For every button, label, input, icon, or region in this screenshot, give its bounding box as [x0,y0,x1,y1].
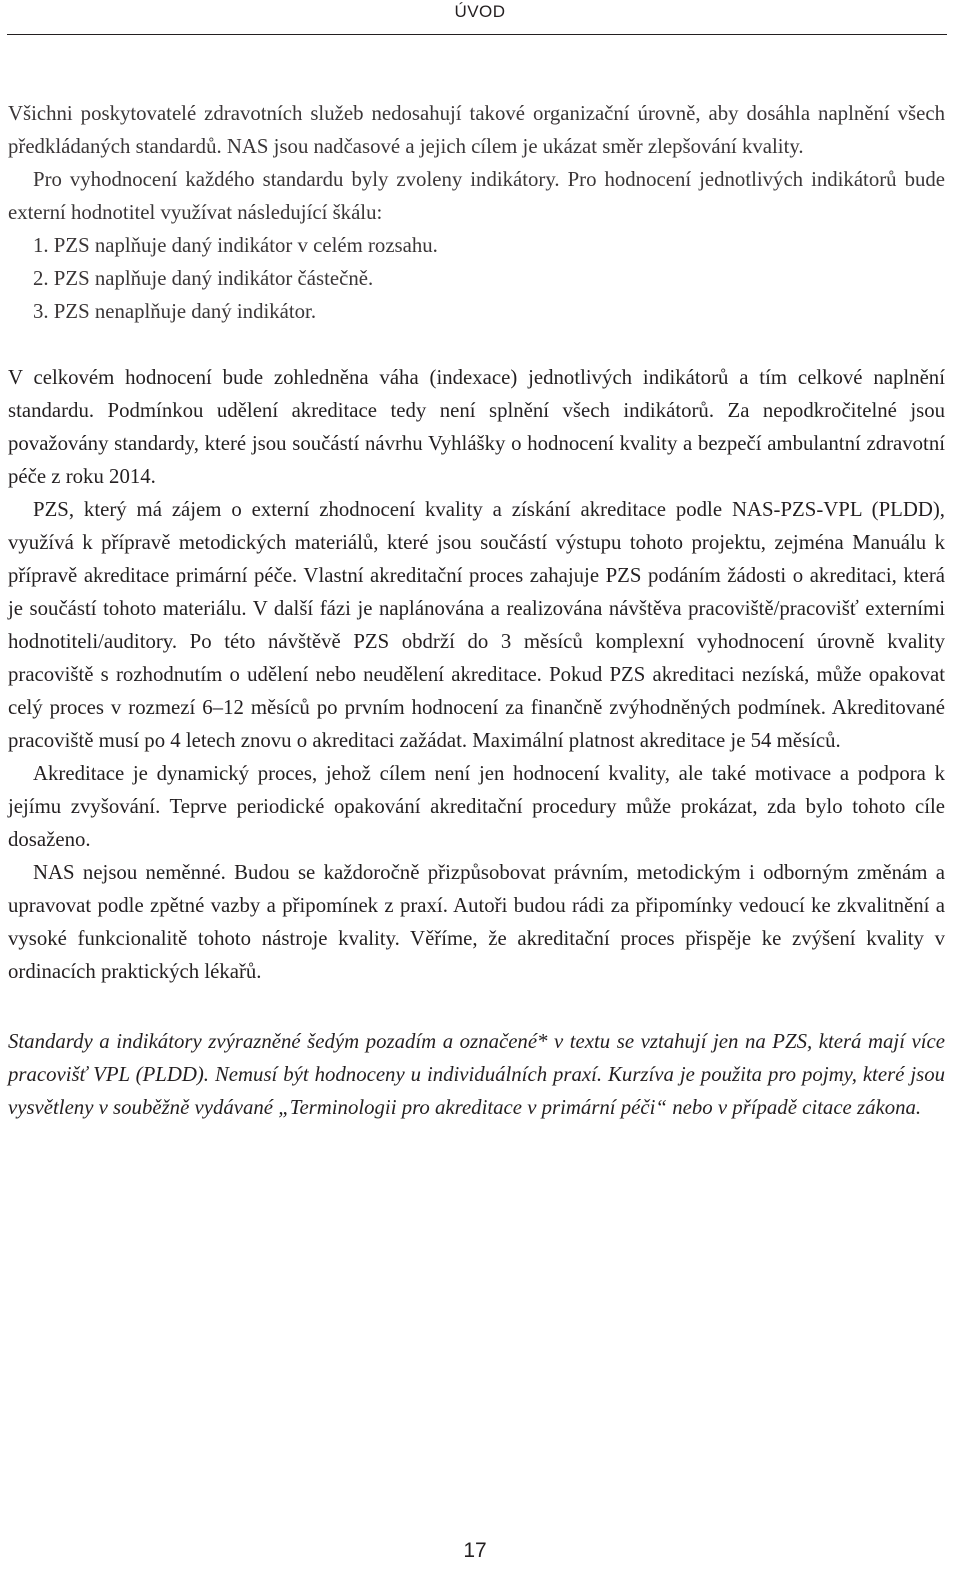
paragraph-intro: Všichni poskytovatelé zdravotních služeb nedosahují takové organizační úrovně, aby dosáhla naplnění všech předkládaných standardů. NAS jsou nadčasové a jejich cílem je ukázat směr zlepšování kvality. [8,102,945,158]
italic-note: Standardy a indikátory zvýrazněné šedým pozadím a označené* v textu se vztahují jen na PZS, která mají více pracovišť VPL (PLDD). Nemusí být hodnoceny u individuálních praxí. Kurzíva je použita pro pojmy, které jsou vysvětleny v souběžně vydávané „Terminologii pro akreditace v primární péči“ nebo v případě citace zákona. [8,1030,945,1119]
scale-item-2: 2. PZS naplňuje daný indikátor částečně. [33,267,374,290]
scale-item-3: 3. PZS nenaplňuje daný indikátor. [33,300,317,323]
paragraph-overall-evaluation: V celkovém hodnocení bude zohledněna váha (indexace) jednotlivých indikátorů a tím celkové naplnění standardu. Podmínkou udělení akreditace tedy není splnění všech indikátorů. Za nepodkročitelné jsou považovány standardy, které jsou součástí návrhu Vyhlášky o hodnocení kvality a bezpečí ambulantní zdravotní péče z roku 2014. [8,366,945,488]
body-text [8,97,945,1124]
paragraph-nas-updates: NAS nejsou neměnné. Budou se každoročně přizpůsobovat právním, metodickým i odborným změnám a upravovat podle zpětné vazby a připomínek z praxí. Autoři budou rádi za připomínky vedoucí ke zkvalitnění a vysoké funkcionalitě tohoto nástroje kvality. Věříme, že akreditační proces přispěje ke zvýšení kvality v ordinacích praktických lékařů. [8,861,945,983]
paragraph-indicators: Pro vyhodnocení každého standardu byly zvoleny indikátory. Pro hodnocení jednotlivých indikátorů bude externí hodnotitel využívat následující škálu: [8,168,945,224]
page-number: 17 [463,1539,487,1562]
paragraph-dynamic-process: Akreditace je dynamický proces, jehož cílem není jen hodnocení kvality, ale také motivace a podpora k jejímu zvyšování. Teprve periodické opakování akreditační procedury může prokázat, zda bylo tohoto cíle dosaženo. [8,762,945,851]
running-head: ÚVOD [454,2,506,21]
paragraph-accreditation-process: PZS, který má zájem o externí zhodnocení kvality a získání akreditace podle NAS-PZS-VPL (PLDD), využívá k přípravě metodických materiálů, které jsou součástí výstupu tohoto projektu, zejména Manuálu k přípravě akreditace primární péče. Vlastní akreditační proces zahajuje PZS podáním žádosti o akreditaci, která je součástí tohoto materiálu. V další fázi je naplánována a realizována návštěva pracoviště/pracovišť externími hodnotiteli/auditory. Po této návštěvě PZS obdrží do 3 měsíců komplexní vyhodnocení úrovně kvality pracoviště s rozhodnutím o udělení nebo neudělení akreditace. Pokud PZS akreditaci nezíská, může opakovat celý proces v rozmezí 6–12 měsíců po prvním hodnocení za finančně zvýhodněných podmínek. Akreditované pracoviště musí po 4 letech znovu o akreditaci zažádat. Maximální platnost akreditace je 54 měsíců. [8,498,945,752]
header-rule [7,34,947,35]
scale-item-1: 1. PZS naplňuje daný indikátor v celém rozsahu. [33,234,438,257]
